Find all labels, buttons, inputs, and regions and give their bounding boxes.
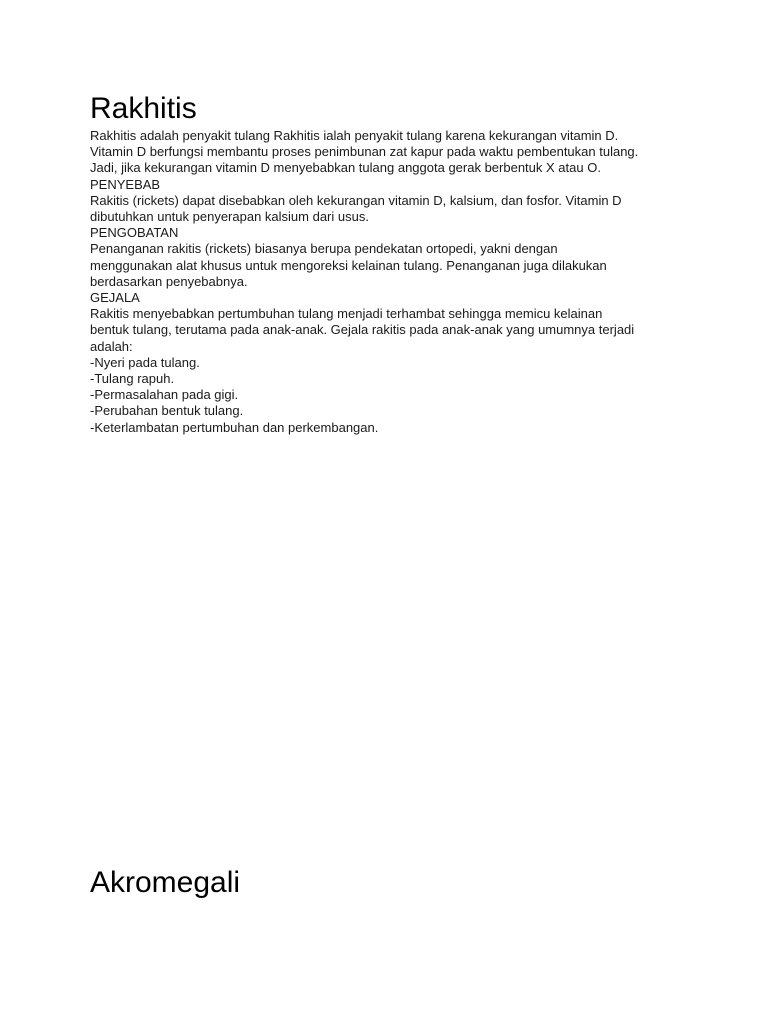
gejala-line-1: Rakitis menyebabkan pertumbuhan tulang menjadi terhambat sehingga memicu kelainan (90, 306, 603, 322)
penyebab-line-1: Rakitis (rickets) dapat disebabkan oleh kekurangan vitamin D, kalsium, dan fosfor. Vitamin D (90, 192, 622, 208)
list-item: -Tulang rapuh. (90, 371, 175, 387)
section-akromegali (90, 864, 680, 902)
heading-pengobatan: PENGOBATAN (90, 225, 179, 241)
pengobatan-line-2: menggunakan alat khusus untuk mengoreksi kelainan tulang. Penanganan juga dilakukan (90, 257, 607, 273)
symptom-list (90, 355, 680, 436)
list-item: -Keterlambatan pertumbuhan dan perkembangan. (90, 419, 379, 435)
section-title-akromegali: Akromegali (90, 866, 241, 899)
heading-gejala: GEJALA (90, 290, 140, 306)
penyebab-line-2: dibutuhkan untuk penyerapan kalsium dari usus. (90, 209, 369, 225)
gejala-line-2: bentuk tulang, terutama pada anak-anak. Gejala rakitis pada anak-anak yang umumnya terjadi (90, 322, 635, 338)
pengobatan-line-3: berdasarkan penyebabnya. (90, 273, 248, 289)
gejala-line-3: adalah: (90, 338, 133, 354)
section-title-rakhitis: Rakhitis (90, 92, 197, 125)
intro-line-3: Jadi, jika kekurangan vitamin D menyebabkan tulang anggota gerak berbentuk X atau O. (90, 160, 601, 176)
intro-line-2: Vitamin D berfungsi membantu proses penimbunan zat kapur pada waktu pembentukan tulang. (90, 144, 639, 160)
list-item: -Perubahan bentuk tulang. (90, 403, 244, 419)
list-item: -Nyeri pada tulang. (90, 354, 200, 370)
pengobatan-line-1: Penanganan rakitis (rickets) biasanya berupa pendekatan ortopedi, yakni dengan (90, 241, 558, 257)
heading-penyebab: PENYEBAB (90, 176, 161, 192)
section-rakhitis (90, 90, 680, 436)
intro-line-1: Rakhitis adalah penyakit tulang Rakhitis ialah penyakit tulang karena kekurangan vitamin D. (90, 128, 619, 143)
list-item: -Permasalahan pada gigi. (90, 387, 239, 403)
